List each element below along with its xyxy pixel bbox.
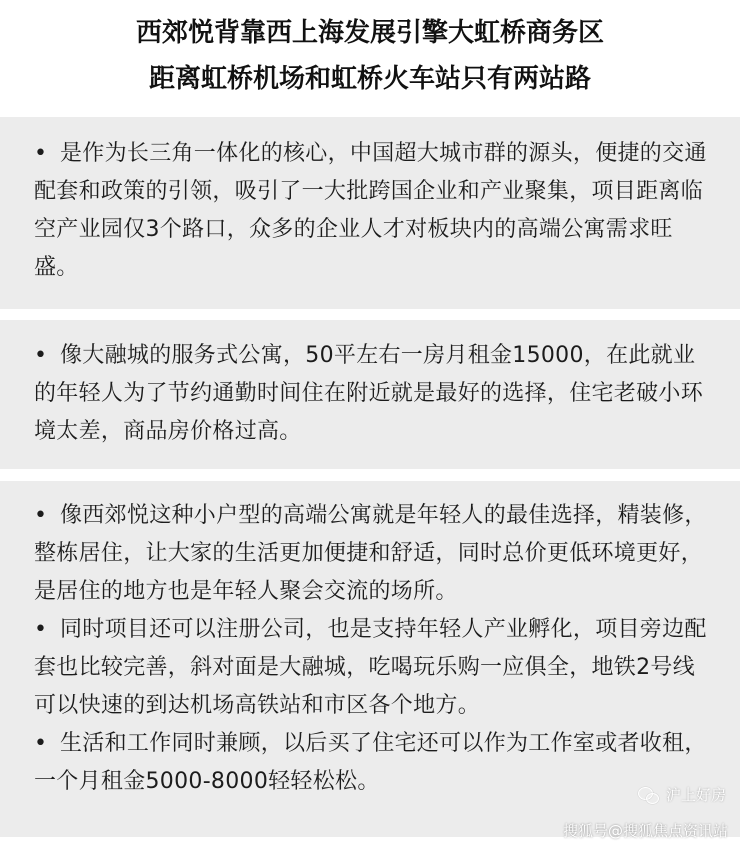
paragraph-text: 生活和工作同时兼顾，以后买了住宅还可以作为工作室或者收租，一个月租金5000-8000轻轻松松。	[34, 731, 707, 794]
paragraph-text: 像西郊悦这种小户型的高端公寓就是年轻人的最佳选择，精装修，整栋居住，让大家的生活更加便捷和舒适，同时总价更低环境更好，是居住的地方也是年轻人聚会交流的场所。	[34, 503, 707, 604]
paragraph-text: 是作为长三角一体化的核心，中国超大城市群的源头，便捷的交通配套和政策的引领，吸引了一大批跨国企业和产业聚集，项目距离临空产业园仅3个路口，众多的企业人才对板块内的高端公寓需求旺盛。	[34, 141, 707, 280]
page-title	[0, 10, 740, 102]
paragraph-text: 同时项目还可以注册公司，也是支持年轻人产业孵化，项目旁边配套也比较完善，斜对面是大融城，吃喝玩乐购一应俱全，地铁2号线可以快速的到达机场高铁站和市区各个地方。	[34, 617, 707, 718]
title-line-2: 距离虹桥机场和虹桥火车站只有两站路	[148, 64, 591, 94]
bullet-paragraph	[34, 497, 708, 611]
account-watermark	[638, 784, 726, 805]
bullet-icon: •	[34, 731, 48, 756]
account-name: 沪上好房	[665, 786, 726, 804]
bullet-paragraph	[34, 611, 708, 725]
bullet-paragraph	[34, 725, 708, 801]
paragraph-text: 像大融城的服务式公寓，50平左右一房月租金15000，在此就业的年轻人为了节约通勤时间住在附近就是最好的选择，住宅老破小环境太差，商品房价格过高。	[34, 343, 704, 444]
info-card-1	[0, 117, 740, 309]
bullet-icon: •	[34, 343, 48, 368]
bullet-icon: •	[34, 617, 48, 642]
bullet-paragraph	[34, 135, 708, 287]
bullet-icon: •	[34, 141, 48, 166]
bullet-icon: •	[34, 503, 48, 528]
info-card-3	[0, 481, 740, 837]
wechat-icon	[638, 786, 660, 804]
info-card-2	[0, 320, 740, 469]
source-watermark: 搜狐号@搜狐焦点资讯站	[562, 822, 728, 840]
title-line-1: 西郊悦背靠西上海发展引擎大虹桥商务区	[135, 18, 604, 48]
bullet-paragraph	[34, 337, 708, 451]
